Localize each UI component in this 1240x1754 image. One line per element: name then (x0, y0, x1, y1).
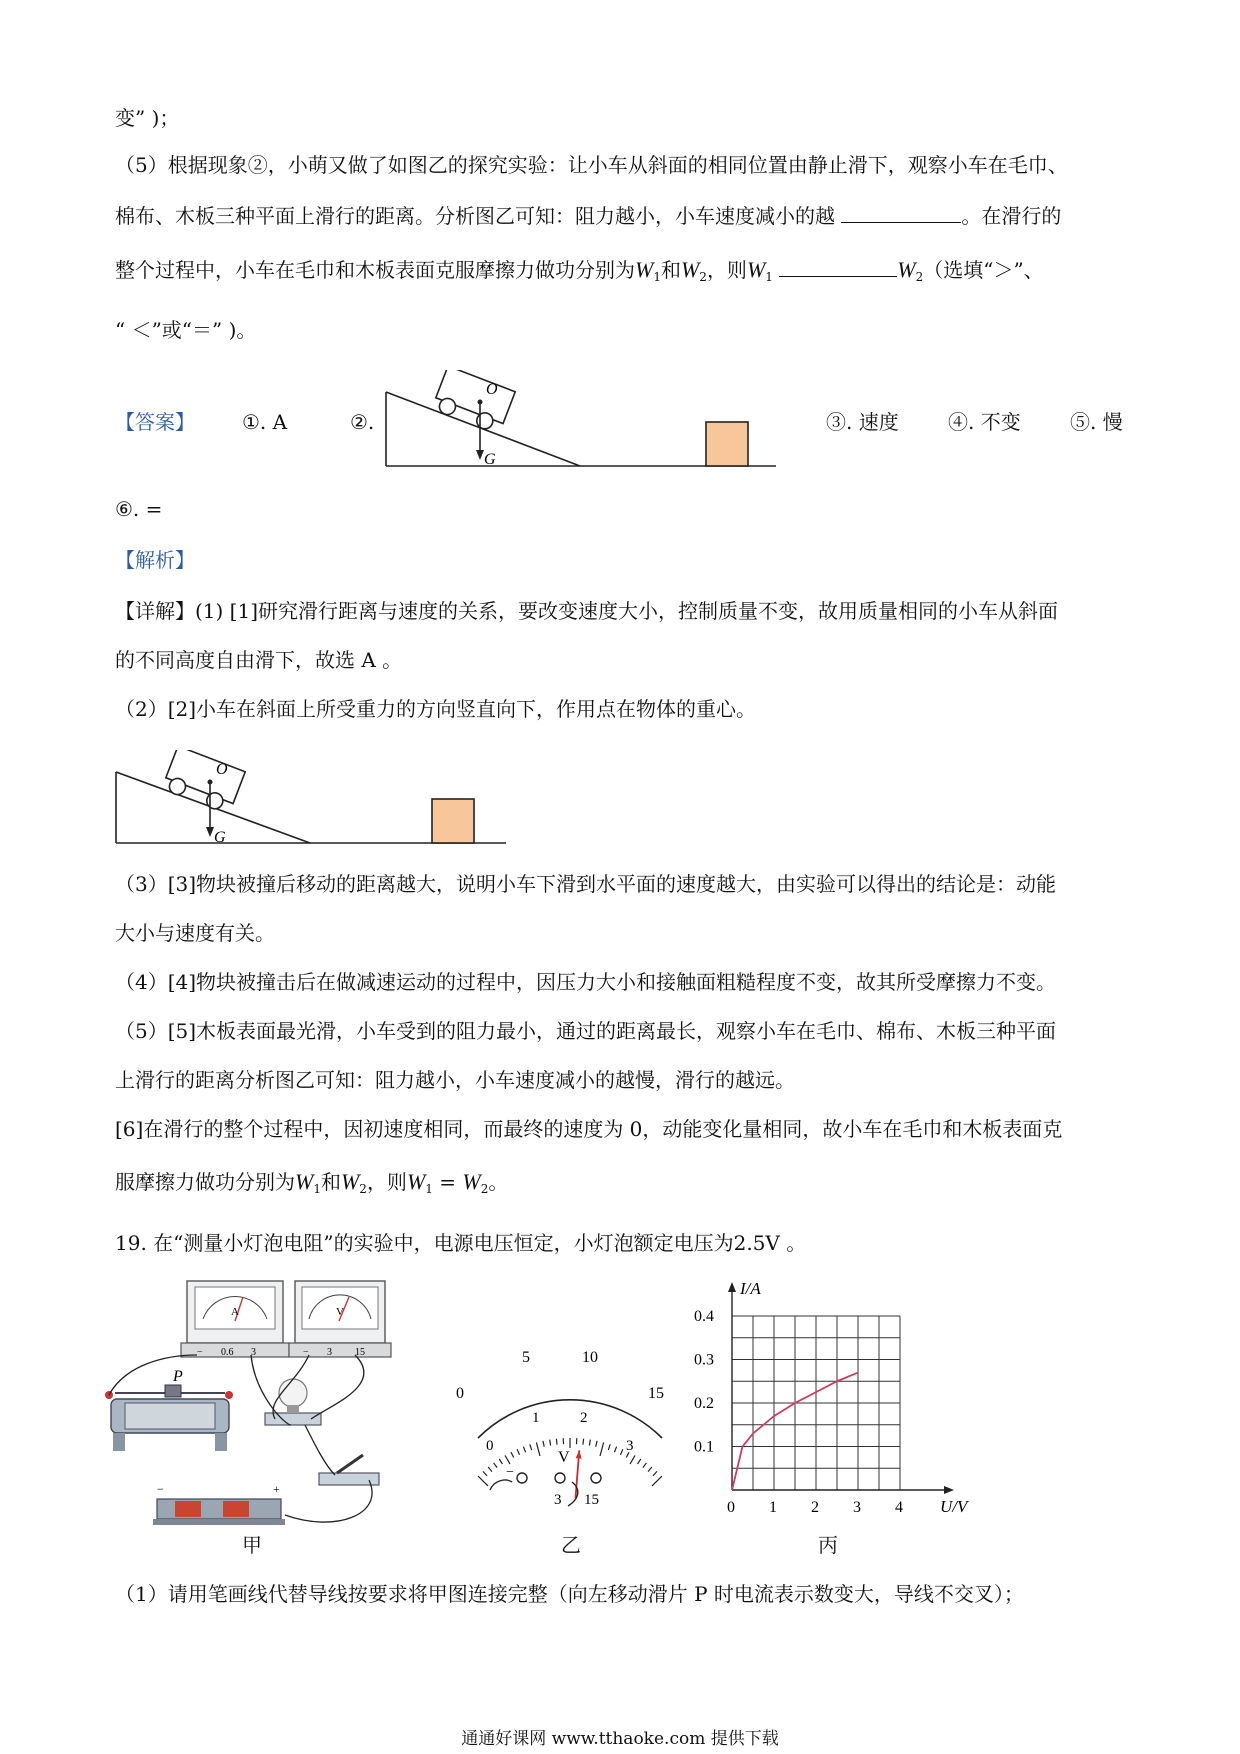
switch-icon (319, 1455, 379, 1485)
x-tick-label: 2 (811, 1499, 819, 1516)
caption-bing: 丙 (818, 1533, 838, 1557)
inner-tick-3: 3 (626, 1438, 634, 1454)
dial-symbol: V (558, 1449, 570, 1466)
detail-2: 的不同高度自由滑下，故选 A 。 (115, 648, 403, 672)
outer-tick-5: 5 (522, 1350, 530, 1366)
svg-text:3: 3 (251, 1347, 256, 1358)
dial-tick (530, 1444, 532, 1450)
detail-3: （2）[2]小车在斜面上所受重力的方向竖直向下，作用点在物体的重心。 (115, 697, 757, 721)
dial-tick (478, 1476, 488, 1486)
label-G: G (484, 451, 496, 468)
y-tick-label: 0.4 (694, 1308, 714, 1325)
detail-4: （3）[3]物块被撞后移动的距离越大，说明小车下滑到水平面的速度越大，由实验可以得出的结论是：动能 (115, 872, 1057, 896)
answer-3: ③. 速度 (826, 410, 899, 434)
x-tick-label: 0 (727, 1499, 735, 1516)
q5-blank-2[interactable] (779, 256, 897, 277)
outer-tick-15: 15 (648, 1385, 664, 1402)
iu-chart-bing (680, 1280, 980, 1525)
footer: 通通好课网 www.tthaoke.com 提供下载 (461, 1729, 779, 1749)
term-minus: − (506, 1465, 514, 1480)
dial-tick (589, 1440, 590, 1446)
svg-text:15: 15 (355, 1347, 365, 1358)
dial-tick (488, 1467, 492, 1472)
caption-yi: 乙 (561, 1533, 581, 1557)
dial-tick (638, 1459, 641, 1464)
y-tick-label: 0.1 (694, 1438, 714, 1456)
svg-text:−: − (197, 1347, 203, 1358)
block (706, 422, 748, 466)
detail-1: 【详解】(1) [1]研究滑行距离与速度的关系，要改变速度大小，控制质量不变，故用质量相同的小车从斜面 (115, 599, 1059, 623)
caption-jia: 甲 (242, 1533, 262, 1557)
dial-tick (596, 1441, 597, 1447)
analysis-tag: 【解析】 (115, 548, 195, 572)
dial-tick (583, 1439, 584, 1445)
label-O: O (486, 381, 498, 398)
dial-tick (614, 1447, 616, 1453)
x-tick-label: 4 (895, 1499, 903, 1516)
battery-icon (153, 1482, 285, 1525)
svg-text:A: A (231, 1306, 239, 1318)
chart-axes (728, 1282, 954, 1494)
q19-stem: 19. 在“测量小灯泡电阻”的实验中，电源电压恒定，小灯泡额定电压为2.5V 。 (115, 1231, 807, 1255)
inner-tick-0: 0 (486, 1438, 494, 1454)
answer-1: ①. A (242, 410, 288, 434)
y-tick-label: 0.2 (694, 1395, 714, 1412)
incline-figure-answer (380, 370, 780, 470)
q5-line4: “ ＜”或“＝” )。 (115, 318, 257, 342)
q5-line1: （5）根据现象②，小萌又做了如图乙的探究实验：让小车从斜面的相同位置由静止滑下，观察小车在毛巾、 (115, 153, 1068, 177)
dial-tick (652, 1476, 662, 1486)
dial-tick (494, 1463, 498, 1468)
dial-tick (556, 1439, 557, 1445)
dial-tick (653, 1471, 657, 1475)
circuit-figure-jia (105, 1275, 445, 1555)
dial-tick (499, 1459, 502, 1464)
voltmeter (289, 1281, 391, 1358)
dial-tick (505, 1455, 510, 1464)
answer-5: ⑤. 慢 (1070, 410, 1123, 434)
term-3: 3 (554, 1492, 562, 1508)
rheostat (105, 1368, 233, 1451)
y-axis-arrow (728, 1282, 736, 1292)
detail-8: 上滑行的距离分析图乙可知：阻力越小，小车速度减小的越慢，滑行的越远。 (115, 1068, 795, 1092)
answer-4: ④. 不变 (948, 410, 1021, 434)
detail-9: [6]在滑行的整个过程中，因初速度相同，而最终的速度为 0，动能变化量相同，故小车在毛巾和木板表面克 (115, 1117, 1063, 1141)
chart-xlabel: U/V (940, 1497, 968, 1516)
inner-tick-2: 2 (580, 1410, 588, 1426)
svg-text:0.6: 0.6 (221, 1347, 234, 1358)
dial-tick (648, 1467, 652, 1472)
svg-text:−: − (157, 1482, 164, 1496)
dial-tick (630, 1455, 635, 1464)
dial-tick (620, 1449, 622, 1454)
inner-tick-1: 1 (532, 1410, 540, 1426)
cart-icon (162, 750, 246, 815)
voltmeter-dial-yi (450, 1350, 690, 1520)
svg-text:P: P (173, 1368, 183, 1385)
dial-tick (600, 1442, 604, 1456)
answer-2: ②. (350, 410, 375, 434)
dial-tick (517, 1449, 519, 1454)
detail-6: （4）[4]物块被撞击后在做减速运动的过程中，因压力大小和接触面粗糙程度不变，故其所受摩擦力不变。 (115, 970, 1057, 994)
q5-line3: 整个过程中，小车在毛巾和木板表面克服摩擦力做功分别为$W_1$和$W_2$，则$W_1$ $W_2$（选填“＞”、 (115, 257, 1044, 284)
y-tick-label: 0.3 (694, 1351, 714, 1369)
label-G: G (214, 829, 226, 846)
detail-7: （5）[5]木板表面最光滑，小车受到的阻力最小，通过的距离最长，观察小车在毛巾、棉布、木板三种平面 (115, 1019, 1057, 1043)
outer-tick-0: 0 (456, 1385, 464, 1402)
label-O: O (216, 761, 228, 778)
chart-ticks (694, 1308, 903, 1516)
ammeter (181, 1281, 289, 1358)
dial-tick (550, 1440, 551, 1446)
term-15: 15 (584, 1492, 599, 1508)
svg-text:V: V (336, 1306, 344, 1318)
x-tick-label: 3 (853, 1499, 861, 1516)
x-tick-label: 1 (769, 1499, 777, 1516)
q19-sub1: （1）请用笔画线代替导线按要求将甲图连接完整（向左移动滑片 P 时电流表示数变大，导线不交叉）； (115, 1582, 1024, 1606)
dial-tick (523, 1447, 525, 1453)
svg-text:−: − (303, 1347, 309, 1358)
detail-10: 服摩擦力做功分别为$W_1$和$W_2$，则$W_1 = W_2$。 (115, 1169, 509, 1196)
x-axis-arrow (944, 1486, 954, 1494)
incline-figure-analysis (110, 750, 510, 850)
dial-tick (643, 1463, 647, 1468)
q5-line2: 棉布、木板三种平面上滑行的距离。分析图乙可知：阻力越小，小车速度减小的越 。在滑行的 (115, 204, 1062, 228)
svg-text:3: 3 (327, 1347, 332, 1358)
chart-grid (732, 1316, 900, 1490)
dial-tick (608, 1444, 610, 1450)
q5-blank-1[interactable] (841, 202, 961, 223)
dial-tick (483, 1471, 487, 1475)
dial-tick (543, 1441, 544, 1447)
block (432, 799, 474, 843)
answer-tag: 【答案】 (115, 410, 195, 434)
answer-6: ⑥. = (115, 497, 163, 521)
chart-ylabel: I/A (740, 1280, 761, 1298)
dial-tick (536, 1442, 540, 1456)
outer-tick-10: 10 (582, 1350, 598, 1366)
dial-tick (511, 1452, 514, 1457)
svg-text:+: + (273, 1482, 280, 1496)
detail-5: 大小与速度有关。 (115, 921, 275, 945)
intro-tail: 变” )； (115, 106, 180, 130)
